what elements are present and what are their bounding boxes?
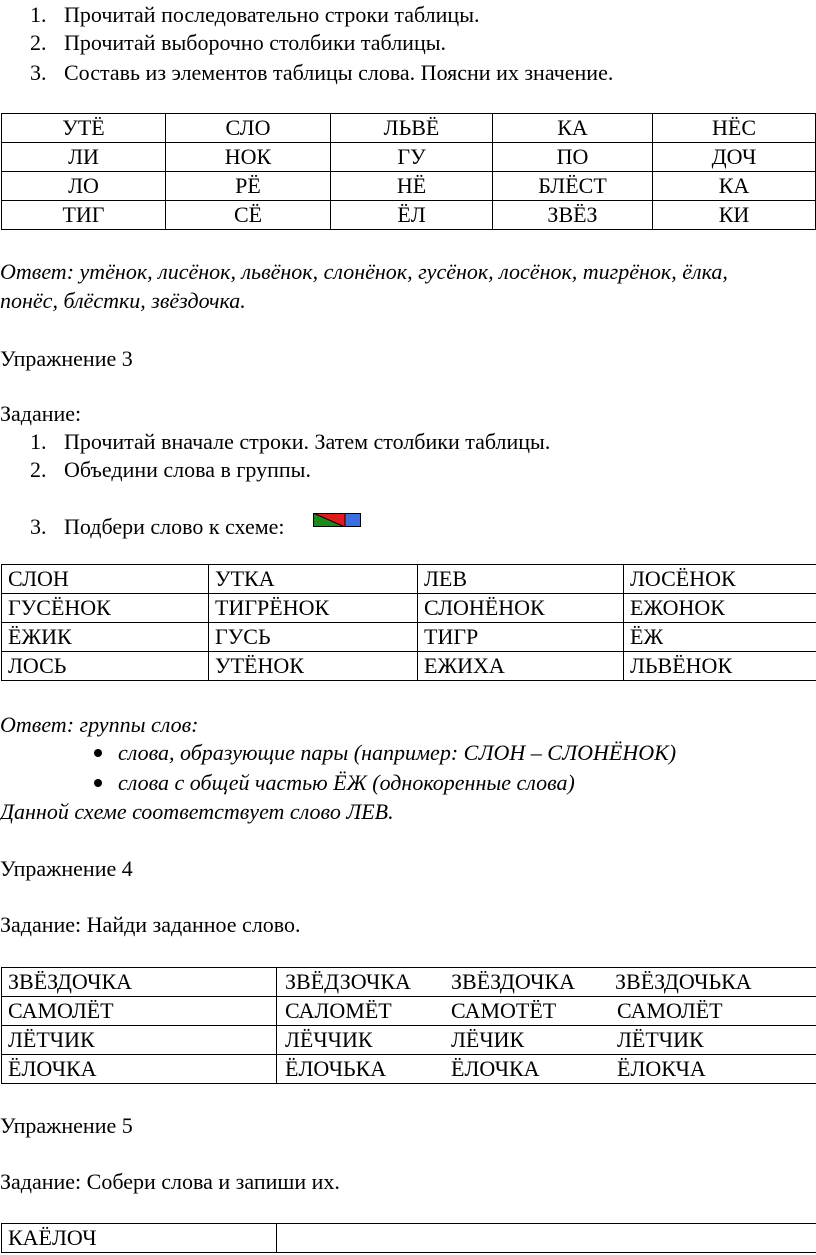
- exercise-3-task-label: Задание:: [0, 401, 82, 426]
- table-row: САМОЛЁТ САЛОМЁТ САМОТЁТ САМОЛЁТ: [2, 997, 816, 1026]
- bullet-icon: [94, 749, 102, 757]
- list-item: 3. Подбери слово к схеме:: [30, 514, 285, 539]
- answer-bullet: слова с общей частью ЁЖ (однокоренные слова): [94, 770, 575, 796]
- exercise-5-task: Задание: Собери слова и запиши их.: [0, 1169, 340, 1194]
- syllable-table: [1, 113, 816, 230]
- table-row: ТИГ СЁ ЁЛ ЗВЁЗ КИ: [2, 201, 816, 230]
- animal-words-table: [1, 564, 816, 681]
- list-item: 3. Составь из элементов таблицы слова. Поясни их значение.: [30, 60, 614, 85]
- list-item: 2. Объедини слова в группы.: [30, 457, 311, 482]
- assemble-words-table: [1, 1223, 816, 1253]
- table-row: ГУСЁНОК ТИГРЁНОК СЛОНЁНОК ЕЖОНОК: [2, 594, 816, 623]
- exercise-4-task: Задание: Найди заданное слово.: [0, 912, 301, 937]
- table-row: УТЁ СЛО ЛЬВЁ КА НЁС: [2, 114, 816, 143]
- table-row: ЛИ НОК ГУ ПО ДОЧ: [2, 143, 816, 172]
- find-word-table: [1, 967, 816, 1084]
- table-row: СЛОН УТКА ЛЕВ ЛОСЁНОК: [2, 565, 816, 594]
- answer-conclusion: Данной схеме соответствует слово ЛЕВ.: [0, 799, 394, 824]
- answer-line: Ответ: утёнок, лисёнок, львёнок, слонёнок, гусёнок, лосёнок, тигрёнок, ёлка,: [0, 259, 728, 284]
- list-item: 1. Прочитай вначале строки. Затем столбики таблицы.: [30, 429, 551, 454]
- exercise-4-title: Упражнение 4: [0, 856, 133, 881]
- list-item: 2. Прочитай выборочно столбики таблицы.: [30, 30, 447, 55]
- table-row: ЗВЁЗДОЧКА ЗВЁДЗОЧКА ЗВЁЗДОЧКА ЗВЁЗДОЧЬКА: [2, 968, 816, 997]
- scheme-blue-part: [345, 513, 361, 527]
- exercise-3-title: Упражнение 3: [0, 346, 133, 371]
- answer-line: понёс, блёстки, звёздочка.: [0, 288, 246, 313]
- word-scheme-icon: [313, 513, 361, 527]
- list-item: 1. Прочитай последовательно строки таблицы.: [30, 2, 480, 27]
- table-row: ЁЖИК ГУСЬ ТИГР ЁЖ: [2, 623, 816, 652]
- answer-cell[interactable]: [277, 1224, 816, 1253]
- table-row: ЛОСЬ УТЁНОК ЕЖИХА ЛЬВЁНОК: [2, 652, 816, 681]
- exercise-5-title: Упражнение 5: [0, 1113, 133, 1138]
- table-row: КАЁЛОЧ: [2, 1224, 816, 1253]
- table-row: ЛЁТЧИК ЛЁЧЧИК ЛЁЧИК ЛЁТЧИК: [2, 1026, 816, 1055]
- table-row: ЁЛОЧКА ЁЛОЧЬКА ЁЛОЧКА ЁЛОКЧА: [2, 1055, 816, 1084]
- table-row: ЛО РЁ НЁ БЛЁСТ КА: [2, 172, 816, 201]
- answer-intro: Ответ: группы слов:: [0, 712, 199, 737]
- bullet-icon: [94, 779, 102, 787]
- answer-bullet: слова, образующие пары (например: СЛОН – СЛОНЁНОК): [94, 740, 676, 766]
